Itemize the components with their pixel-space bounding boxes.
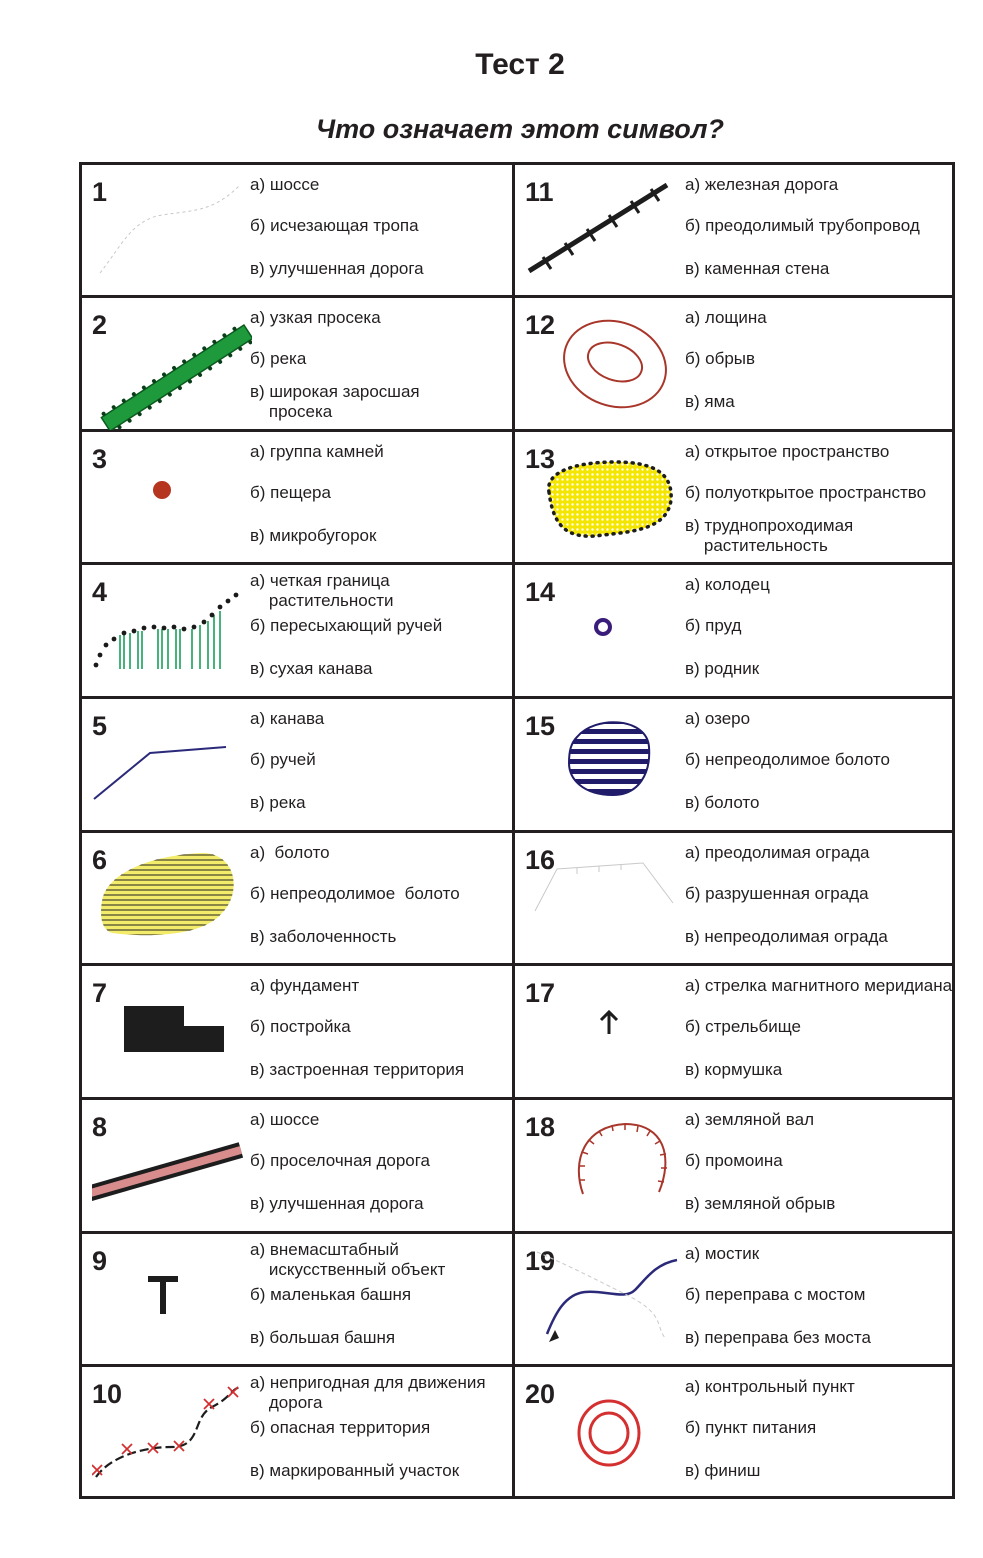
answer-option-c[interactable]: в) труднопроходимая растительность — [685, 516, 854, 555]
answer-option-b[interactable]: б) полуоткрытое пространство — [685, 483, 927, 502]
vegetation-boundary-icon — [92, 565, 252, 697]
item-number: 17 — [525, 978, 556, 1008]
symbol-figure — [525, 1100, 685, 1232]
answer-option-b[interactable]: б) постройка — [250, 1017, 351, 1036]
answer-option-c[interactable]: в) яма — [685, 392, 735, 411]
symbol-card-15 — [515, 699, 955, 829]
answer-option-b[interactable]: б) проселочная дорога — [250, 1151, 431, 1170]
answer-option-a[interactable]: а) преодолимая ограда — [685, 843, 870, 862]
arrow-up-icon — [525, 966, 685, 1098]
item-number: 11 — [525, 177, 554, 207]
answer-option-c[interactable]: в) заболоченность — [250, 927, 397, 946]
answer-option-b[interactable]: б) стрельбище — [685, 1017, 802, 1036]
item-number: 20 — [525, 1379, 556, 1409]
answer-option-a[interactable]: а) узкая просека — [250, 308, 381, 327]
answer-option-c[interactable]: в) болото — [685, 793, 760, 812]
answer-option-c[interactable]: в) улучшенная дорога — [250, 259, 424, 278]
answer-option-a[interactable]: а) непригодная для движения дорога — [250, 1373, 486, 1412]
symbol-figure — [525, 1234, 685, 1366]
item-number: 9 — [92, 1246, 108, 1276]
item-number: 1 — [92, 177, 108, 207]
symbol-figure — [92, 298, 252, 430]
symbol-figure — [92, 699, 252, 831]
railway-icon — [525, 165, 685, 297]
symbol-figure — [92, 1234, 252, 1366]
crossing-icon — [525, 1234, 685, 1366]
symbol-card-19 — [515, 1234, 955, 1364]
answer-option-b[interactable]: б) преодолимый трубопровод — [685, 216, 920, 235]
yellow-striped-area-icon — [92, 833, 252, 965]
symbol-card-9 — [82, 1234, 512, 1364]
answer-option-b[interactable]: б) непреодолимое болото — [685, 750, 890, 769]
answer-option-c[interactable]: в) микробугорок — [250, 526, 377, 545]
answer-option-c[interactable]: в) кормушка — [685, 1060, 783, 1079]
answer-option-c[interactable]: в) река — [250, 793, 306, 812]
answer-option-c[interactable]: в) широкая заросшая просека — [250, 382, 420, 421]
symbol-card-14 — [515, 565, 955, 695]
answer-option-b[interactable]: б) пункт питания — [685, 1418, 817, 1437]
symbol-figure — [525, 432, 685, 564]
blue-line-icon — [92, 699, 252, 831]
symbol-figure — [92, 1367, 252, 1499]
item-number: 4 — [92, 577, 108, 607]
symbol-card-7 — [82, 966, 512, 1096]
item-number: 7 — [92, 978, 108, 1008]
answer-option-a[interactable]: а) мостик — [685, 1244, 760, 1263]
answer-option-b[interactable]: б) пещера — [250, 483, 331, 502]
symbol-card-18 — [515, 1100, 955, 1230]
answer-option-b[interactable]: б) пруд — [685, 616, 742, 635]
symbol-card-17 — [515, 966, 955, 1096]
answer-option-a[interactable]: а) шоссе — [250, 175, 320, 194]
symbol-figure — [525, 699, 685, 831]
brown-dot-icon — [92, 432, 252, 564]
crossed-path-icon — [92, 1367, 252, 1499]
symbol-figure — [92, 1100, 252, 1232]
symbol-card-4 — [82, 565, 512, 695]
answer-option-b[interactable]: б) непреодолимое болото — [250, 884, 460, 903]
answer-option-a[interactable]: а) канава — [250, 709, 325, 728]
item-number: 5 — [92, 711, 108, 741]
answer-option-a[interactable]: а) внемасштабный искусственный объект — [250, 1240, 446, 1279]
answer-option-c[interactable]: в) земляной обрыв — [685, 1194, 836, 1213]
answer-option-b[interactable]: б) опасная территория — [250, 1418, 431, 1437]
item-number: 19 — [525, 1246, 556, 1276]
symbol-card-6 — [82, 833, 512, 963]
yellow-dotted-area-icon — [525, 432, 685, 564]
question-heading: Что означает этот символ? — [315, 114, 725, 144]
item-number: 14 — [525, 577, 556, 607]
symbol-card-20 — [515, 1367, 955, 1497]
answer-option-c[interactable]: в) застроенная территория — [250, 1060, 465, 1079]
test-title: Тест 2 — [475, 48, 565, 81]
symbol-figure — [525, 565, 685, 697]
symbol-card-11 — [515, 165, 955, 295]
answer-option-b[interactable]: б) река — [250, 349, 307, 368]
road-band-icon — [92, 1100, 252, 1232]
answer-option-a[interactable]: а) колодец — [685, 575, 770, 594]
answer-option-a[interactable]: а) контрольный пункт — [685, 1377, 855, 1396]
answer-option-a[interactable]: а) стрелка магнитного меридиана — [685, 976, 953, 995]
item-number: 15 — [525, 711, 556, 741]
blue-striped-area-icon — [525, 699, 685, 831]
symbol-figure — [92, 833, 252, 965]
answer-option-c[interactable]: в) финиш — [685, 1461, 761, 1480]
symbol-card-12 — [515, 298, 955, 428]
item-number: 13 — [525, 444, 556, 474]
answer-option-a[interactable]: а) железная дорога — [685, 175, 839, 194]
symbol-figure — [525, 298, 685, 430]
answer-option-c[interactable]: в) улучшенная дорога — [250, 1194, 424, 1213]
symbol-card-16 — [515, 833, 955, 963]
green-band-icon — [92, 298, 252, 430]
answer-option-a[interactable]: а) фундамент — [250, 976, 360, 995]
brown-ring-icon — [525, 298, 685, 430]
answer-option-b[interactable]: б) пересыхающий ручей — [250, 616, 443, 635]
earth-bank-icon — [525, 1100, 685, 1232]
symbol-figure — [525, 165, 685, 297]
item-number: 16 — [525, 845, 556, 875]
answer-option-b[interactable]: б) ручей — [250, 750, 316, 769]
item-number: 18 — [525, 1112, 556, 1142]
answer-option-c[interactable]: в) сухая канава — [250, 659, 373, 678]
answer-option-c[interactable]: в) переправа без моста — [685, 1328, 871, 1347]
answer-option-c[interactable]: в) маркированный участок — [250, 1461, 460, 1480]
answer-option-a[interactable]: а) болото — [250, 843, 330, 862]
answer-option-a[interactable]: а) открытое пространство — [685, 442, 890, 461]
symbol-figure — [92, 565, 252, 697]
symbol-card-1 — [82, 165, 512, 295]
symbol-figure — [525, 833, 685, 965]
answer-option-b[interactable]: б) переправа с мостом — [685, 1285, 866, 1304]
symbol-figure — [92, 966, 252, 1098]
item-number: 6 — [92, 845, 108, 875]
symbol-card-2 — [82, 298, 512, 428]
symbol-figure — [525, 1367, 685, 1499]
symbol-card-5 — [82, 699, 512, 829]
answer-option-b[interactable]: б) исчезающая тропа — [250, 216, 419, 235]
answer-option-b[interactable]: б) маленькая башня — [250, 1285, 412, 1304]
item-number: 8 — [92, 1112, 108, 1142]
item-number: 10 — [92, 1379, 123, 1409]
answer-option-b[interactable]: б) разрушенная ограда — [685, 884, 869, 903]
answer-option-c[interactable]: в) непреодолимая ограда — [685, 927, 888, 946]
item-number: 12 — [525, 310, 556, 340]
answer-option-a[interactable]: а) шоссе — [250, 1110, 320, 1129]
answer-option-c[interactable]: в) большая башня — [250, 1328, 396, 1347]
symbol-figure — [92, 165, 252, 297]
answer-option-a[interactable]: а) группа камней — [250, 442, 384, 461]
small-circle-icon — [525, 565, 685, 697]
symbol-card-8 — [82, 1100, 512, 1230]
item-number: 3 — [92, 444, 108, 474]
answer-option-b[interactable]: б) обрыв — [685, 349, 756, 368]
symbol-card-10 — [82, 1367, 512, 1497]
black-building-icon — [92, 966, 252, 1098]
answer-option-a[interactable]: а) озеро — [685, 709, 751, 728]
answer-option-a[interactable]: а) земляной вал — [685, 1110, 814, 1129]
symbol-figure — [525, 966, 685, 1098]
answer-option-a[interactable]: а) лощина — [685, 308, 767, 327]
symbol-card-3 — [82, 432, 512, 562]
answer-option-a[interactable]: а) четкая граница растительности — [250, 571, 394, 610]
t-tower-icon — [92, 1234, 252, 1366]
answer-option-b[interactable]: б) промоина — [685, 1151, 783, 1170]
dashed-path-icon — [92, 165, 252, 297]
symbols-table — [79, 162, 955, 1499]
symbol-card-13 — [515, 432, 955, 562]
symbol-figure — [92, 432, 252, 564]
double-ring-icon — [525, 1367, 685, 1499]
answer-option-c[interactable]: в) каменная стена — [685, 259, 830, 278]
item-number: 2 — [92, 310, 108, 340]
fence-line-icon — [525, 833, 685, 965]
answer-option-c[interactable]: в) родник — [685, 659, 760, 678]
